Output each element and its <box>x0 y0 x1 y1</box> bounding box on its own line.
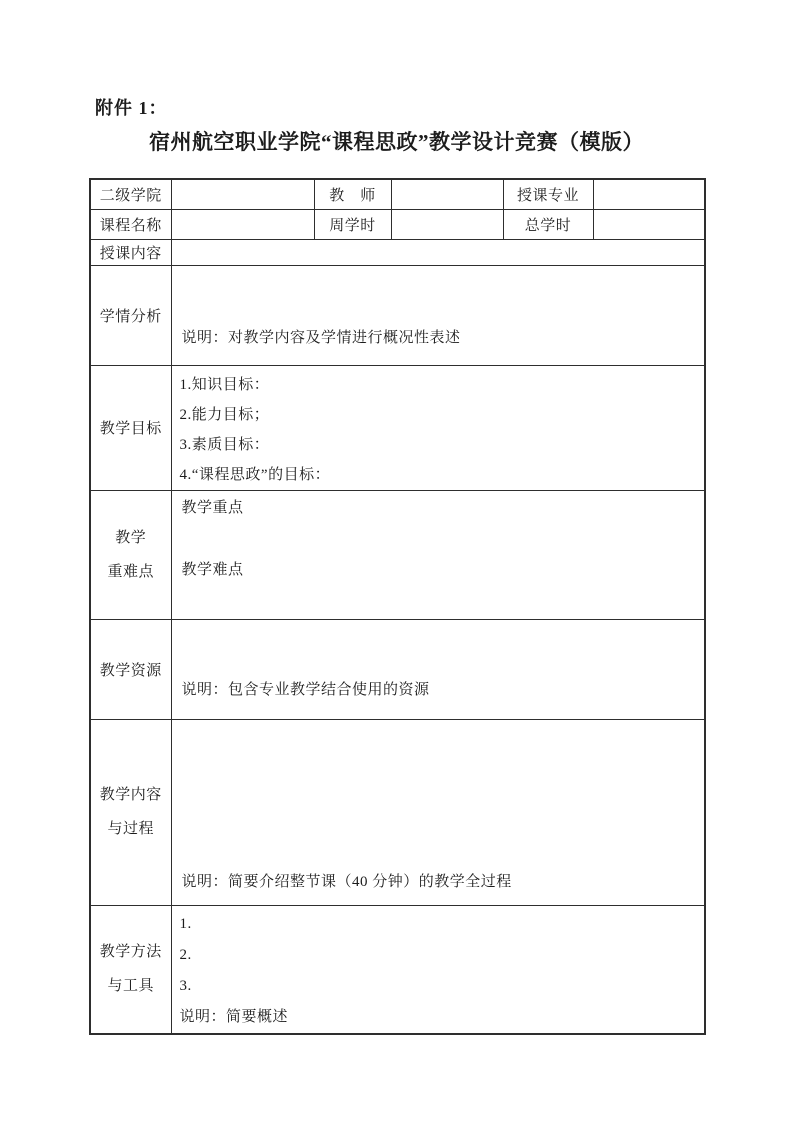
table-row-course-hours <box>90 209 705 239</box>
label-teaching-resources: 教学资源 <box>90 619 171 719</box>
label-methods-tools-line1: 教学方法 <box>99 944 162 960</box>
table-row-learner-analysis <box>90 265 705 365</box>
objective-ideology: 4.“课程思政”的目标： <box>179 466 331 483</box>
input-teaching-major[interactable] <box>593 179 705 209</box>
input-weekly-hours[interactable] <box>391 209 503 239</box>
input-teacher[interactable] <box>391 179 503 209</box>
label-teaching-major: 授课专业 <box>503 179 593 209</box>
table-row-teaching-objectives <box>90 365 705 490</box>
input-methods-tools[interactable] <box>171 905 705 1034</box>
methods-tools-note: 说明：简要概述 <box>179 1008 289 1025</box>
input-key-difficulties[interactable] <box>171 490 705 619</box>
learner-analysis-note: 说明：对教学内容及学情进行概况性表述 <box>181 329 461 346</box>
method-item-1: 1. <box>179 915 192 932</box>
label-teacher: 教 师 <box>314 179 391 209</box>
method-item-3: 3. <box>179 977 192 994</box>
teaching-difficult-point: 教学难点 <box>181 561 244 578</box>
table-row-content-process <box>90 719 705 905</box>
input-teaching-resources[interactable] <box>171 619 705 719</box>
label-total-hours: 总学时 <box>503 209 593 239</box>
objective-quality: 3.素质目标： <box>179 436 270 453</box>
attachment-label: 附件 1： <box>95 98 168 118</box>
label-key-difficulties-line2: 重难点 <box>107 563 154 580</box>
table-row-teaching-content <box>90 239 705 265</box>
input-teaching-objectives[interactable] <box>171 365 705 490</box>
page-title: 宿州航空职业学院“课程思政”教学设计竞赛（模版） <box>149 130 644 154</box>
objective-ability: 2.能力目标； <box>179 406 270 423</box>
content-process-note: 说明：简要介绍整节课（40 分钟）的教学全过程 <box>181 873 512 890</box>
label-content-process-line1: 教学内容 <box>99 787 162 803</box>
label-weekly-hours: 周学时 <box>314 209 391 239</box>
label-learner-analysis: 学情分析 <box>90 265 171 365</box>
input-content-process[interactable] <box>171 719 705 905</box>
label-teaching-objectives: 教学目标 <box>90 365 171 490</box>
label-teaching-content: 授课内容 <box>90 239 171 265</box>
label-key-difficulties <box>90 490 171 619</box>
table-row-college-teacher-major <box>90 179 705 209</box>
label-course-name: 课程名称 <box>90 209 171 239</box>
input-secondary-college[interactable] <box>171 179 314 209</box>
teaching-key-point: 教学重点 <box>181 499 244 516</box>
teaching-design-form <box>89 178 706 1035</box>
input-course-name[interactable] <box>171 209 314 239</box>
label-methods-tools <box>90 905 171 1034</box>
input-learner-analysis[interactable] <box>171 265 705 365</box>
label-methods-tools-line2: 与工具 <box>107 978 154 994</box>
objective-knowledge: 1.知识目标： <box>179 376 270 393</box>
method-item-2: 2. <box>179 946 192 963</box>
label-secondary-college: 二级学院 <box>90 179 171 209</box>
table-row-teaching-resources <box>90 619 705 719</box>
input-teaching-content[interactable] <box>171 239 705 265</box>
label-key-difficulties-line1: 教学 <box>115 529 147 546</box>
label-content-process-line2: 与过程 <box>107 821 154 837</box>
table-row-key-difficulties <box>90 490 705 619</box>
teaching-resources-note: 说明：包含专业教学结合使用的资源 <box>181 681 430 698</box>
table-row-methods-tools <box>90 905 705 1034</box>
label-content-process <box>90 719 171 905</box>
input-total-hours[interactable] <box>593 209 705 239</box>
